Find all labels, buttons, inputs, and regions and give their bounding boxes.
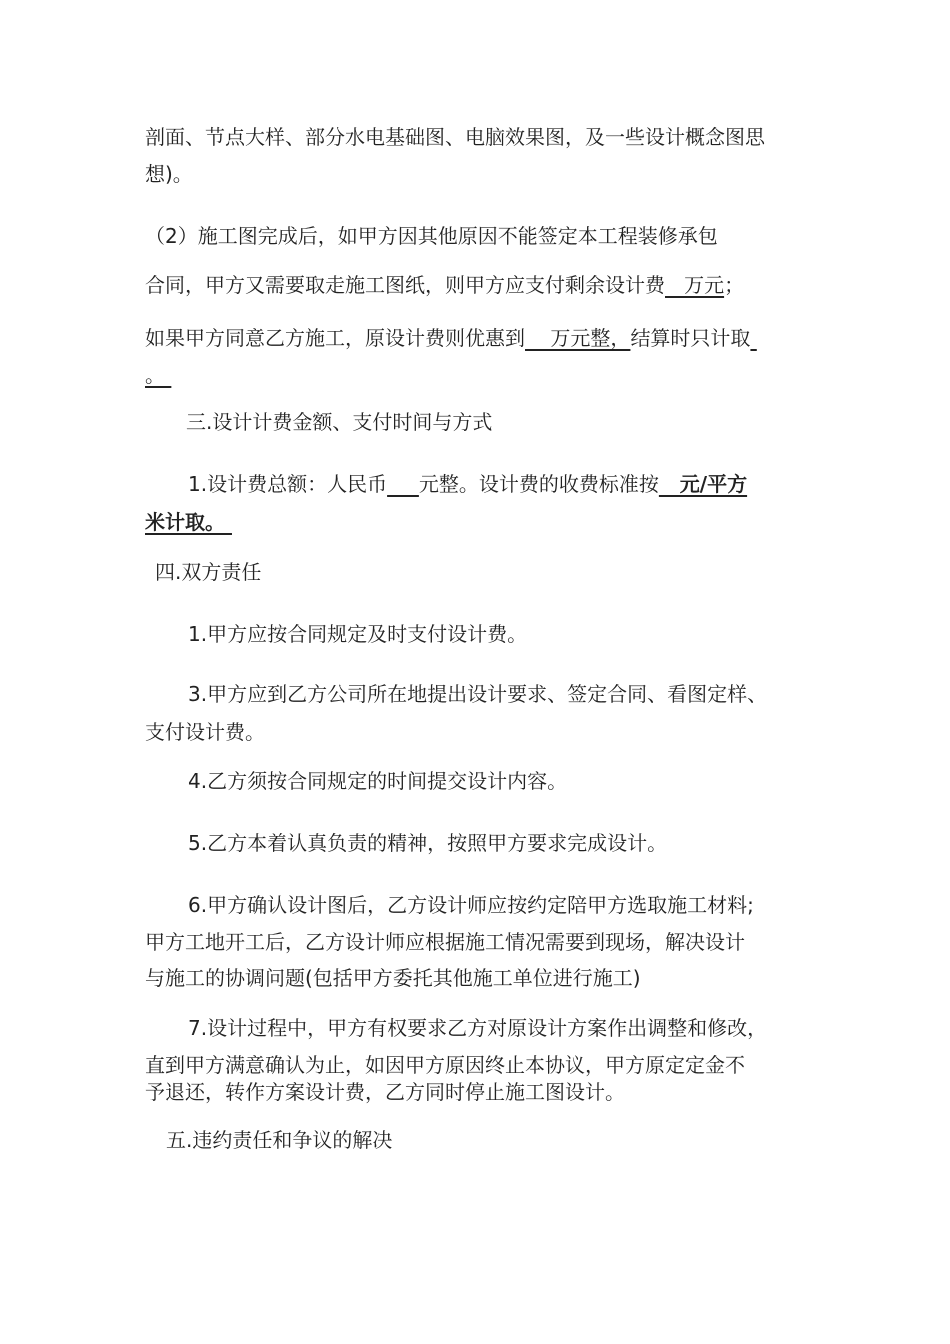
para-clause-2-line4 [145, 361, 171, 389]
para-clause-2-line1: （2）施工图完成后，如甲方因其他原因不能签定本工程装修承包 [145, 224, 718, 248]
para-design-content-line2: 想)。 [145, 162, 193, 186]
para-clause-2-line3 [145, 324, 757, 352]
para-clause-2-line2 [145, 271, 744, 299]
text: 结算时只计取 [630, 326, 751, 350]
item-6-line3: 与施工的协调问题(包括甲方委托其他施工单位进行施工) [145, 966, 641, 990]
item-3-line2: 支付设计费。 [145, 720, 265, 744]
text: ； [724, 273, 745, 297]
fill-blank-end: 。 [145, 363, 172, 387]
para-fee-total-line1 [188, 470, 747, 498]
item-5: 5.乙方本着认真负责的精神，按照甲方要求完成设计。 [188, 831, 668, 855]
para-design-content-line1: 剖面、节点大样、部分水电基础图、电脑效果图，及一些设计概念图思 [145, 125, 765, 149]
text: 1.设计费总额：人民币 [188, 472, 388, 496]
item-1: 1.甲方应按合同规定及时支付设计费。 [188, 622, 528, 646]
item-7-line1: 7.设计过程中，甲方有权要求乙方对原设计方案作出调整和修改， [188, 1016, 768, 1040]
fill-blank-remaining-fee: 万元 [665, 273, 725, 297]
fill-blank-discount-fee: 万元整， [525, 326, 631, 350]
fill-blank-rate-cont: 米计取。 [145, 510, 232, 534]
fill-blank-rate: 元/平方 [658, 472, 748, 496]
text: 如果甲方同意乙方施工，原设计费则优惠到 [145, 326, 525, 350]
fill-blank-total-amount [387, 472, 419, 496]
section-heading-3: 三.设计计费金额、支付时间与方式 [186, 410, 493, 434]
section-heading-4: 四.双方责任 [155, 560, 262, 584]
section-heading-5: 五.违约责任和争议的解决 [166, 1128, 393, 1152]
text: 元整。设计费的收费标准按 [418, 472, 659, 496]
para-fee-total-line2 [145, 508, 232, 536]
item-7-line3: 予退还，转作方案设计费，乙方同时停止施工图设计。 [145, 1080, 625, 1104]
item-7-line2: 直到甲方满意确认为止，如因甲方原因终止本协议，甲方原定定金不 [145, 1053, 745, 1077]
item-4: 4.乙方须按合同规定的时间提交设计内容。 [188, 769, 568, 793]
item-6-line1: 6.甲方确认设计图后，乙方设计师应按约定陪甲方选取施工材料; [188, 893, 754, 917]
item-3-line1: 3.甲方应到乙方公司所在地提出设计要求、签定合同、看图定样、 [188, 682, 768, 706]
fill-blank-settlement [750, 326, 756, 350]
text: 合同，甲方又需要取走施工图纸，则甲方应支付剩余设计费 [145, 273, 665, 297]
item-6-line2: 甲方工地开工后，乙方设计师应根据施工情况需要到现场，解决设计 [145, 930, 745, 954]
